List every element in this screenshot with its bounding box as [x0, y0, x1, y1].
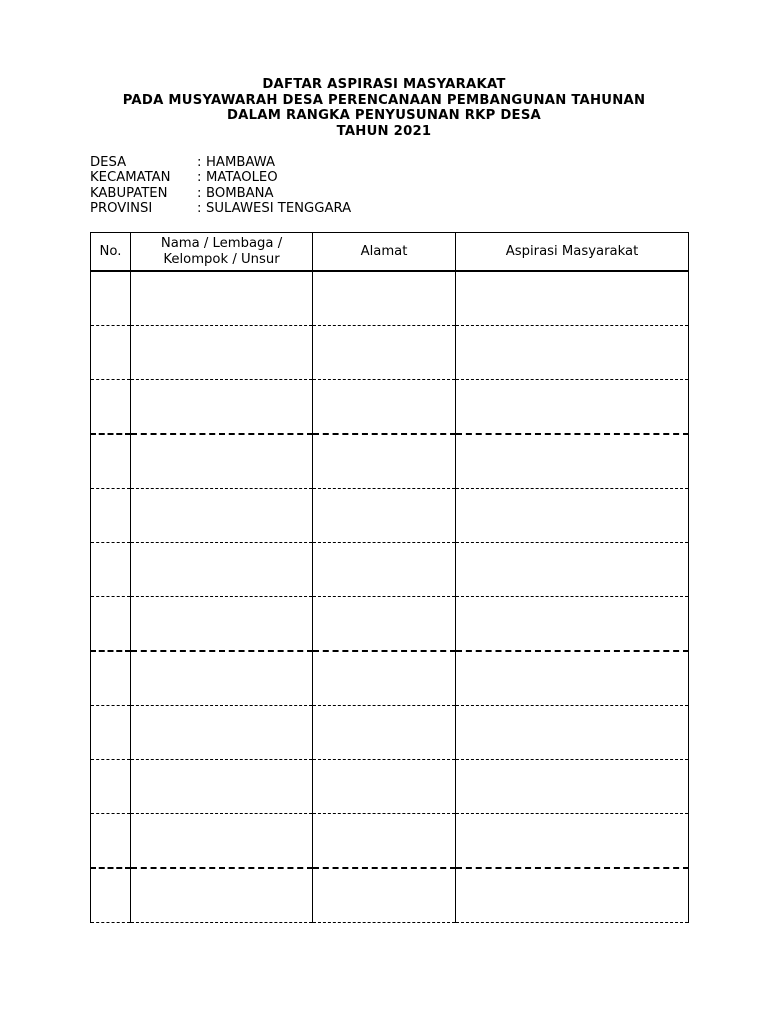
cell-no [91, 543, 131, 597]
cell-nama [131, 489, 313, 543]
meta-separator: : [197, 185, 202, 201]
header-nama-line-1: Nama / Lembaga / [160, 235, 283, 251]
cell-no [91, 760, 131, 814]
table-row [91, 760, 689, 814]
table-row [91, 814, 689, 869]
table-row [91, 597, 689, 652]
meta-row-kabupaten [90, 186, 351, 201]
meta-separator: : [197, 200, 202, 216]
cell-no [91, 651, 131, 706]
meta-value: HAMBAWA [206, 155, 276, 170]
meta-row-kecamatan [90, 170, 351, 185]
cell-aspirasi [456, 380, 689, 435]
cell-alamat [313, 814, 456, 869]
cell-nama [131, 543, 313, 597]
document-title [0, 77, 768, 139]
cell-alamat [313, 597, 456, 652]
header-aspirasi: Aspirasi Masyarakat [456, 233, 689, 272]
aspirasi-table [90, 232, 689, 923]
cell-no [91, 814, 131, 869]
meta-label: KECAMATAN [90, 170, 171, 186]
table-row [91, 543, 689, 597]
cell-alamat [313, 380, 456, 435]
cell-nama [131, 326, 313, 380]
location-info [90, 155, 351, 216]
cell-nama [131, 597, 313, 652]
cell-aspirasi [456, 434, 689, 489]
title-line-1: DAFTAR ASPIRASI MASYARAKAT [262, 77, 506, 92]
cell-nama [131, 868, 313, 923]
meta-label: KABUPATEN [90, 185, 168, 201]
cell-alamat [313, 760, 456, 814]
cell-aspirasi [456, 651, 689, 706]
header-alamat: Alamat [313, 233, 456, 272]
meta-value: BOMBANA [206, 185, 274, 201]
cell-nama [131, 380, 313, 435]
cell-aspirasi [456, 706, 689, 760]
cell-no [91, 868, 131, 923]
cell-no [91, 597, 131, 652]
header-no: No. [91, 233, 131, 272]
meta-value: SULAWESI TENGGARA [206, 200, 352, 216]
table-row [91, 489, 689, 543]
cell-aspirasi [456, 489, 689, 543]
cell-aspirasi [456, 760, 689, 814]
cell-nama [131, 706, 313, 760]
cell-no [91, 489, 131, 543]
cell-nama [131, 814, 313, 869]
cell-aspirasi [456, 326, 689, 380]
cell-aspirasi [456, 868, 689, 923]
cell-alamat [313, 543, 456, 597]
cell-no [91, 706, 131, 760]
cell-nama [131, 651, 313, 706]
cell-nama [131, 434, 313, 489]
cell-no [91, 380, 131, 435]
cell-no [91, 434, 131, 489]
table-row [91, 706, 689, 760]
meta-row-desa [90, 155, 351, 170]
cell-nama [131, 760, 313, 814]
cell-aspirasi [456, 271, 689, 326]
cell-alamat [313, 434, 456, 489]
meta-label: DESA [90, 155, 127, 170]
header-nama [131, 233, 313, 272]
title-line-2: PADA MUSYAWARAH DESA PERENCANAAN PEMBANGUNAN TAHUNAN [122, 92, 646, 108]
title-line-4: TAHUN 2021 [336, 123, 432, 139]
cell-alamat [313, 706, 456, 760]
cell-no [91, 271, 131, 326]
table-row [91, 651, 689, 706]
cell-no [91, 326, 131, 380]
table-row [91, 271, 689, 326]
header-nama-line-2: Kelompok / Unsur [163, 251, 280, 267]
title-line-3: DALAM RANGKA PENYUSUNAN RKP DESA [226, 108, 542, 123]
cell-alamat [313, 326, 456, 380]
table-header-row [91, 233, 689, 272]
meta-value: MATAOLEO [206, 170, 278, 186]
cell-alamat [313, 651, 456, 706]
meta-row-provinsi [90, 201, 351, 216]
meta-separator: : [197, 170, 202, 186]
table-row [91, 326, 689, 380]
table-row [91, 434, 689, 489]
cell-alamat [313, 868, 456, 923]
meta-separator: : [197, 155, 202, 170]
cell-alamat [313, 271, 456, 326]
cell-nama [131, 271, 313, 326]
table-row [91, 868, 689, 923]
cell-alamat [313, 489, 456, 543]
cell-aspirasi [456, 543, 689, 597]
cell-aspirasi [456, 814, 689, 869]
cell-aspirasi [456, 597, 689, 652]
meta-label: PROVINSI [90, 200, 153, 216]
table-row [91, 380, 689, 435]
